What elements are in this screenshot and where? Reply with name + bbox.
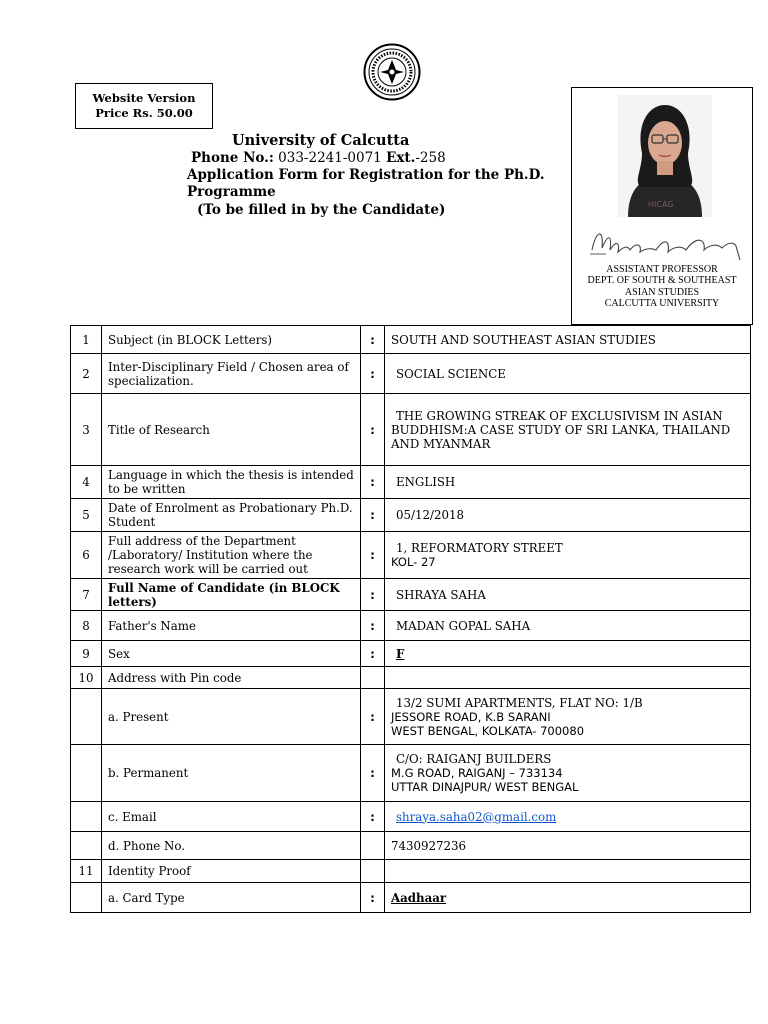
form-row [71,466,751,499]
form-row [71,354,751,394]
form-row [71,860,751,883]
row-label: Date of Enrolment as Probationary Ph.D. Student [102,499,361,532]
attestation-line-3: ASIAN STUDIES [624,286,700,298]
row-colon: : [361,354,385,394]
row-colon: : [361,394,385,466]
form-row [71,802,751,832]
row-label: Identity Proof [102,860,361,883]
filled-note: (To be filled in by the Candidate) [197,202,446,218]
row-value [385,532,751,579]
row-value [385,883,751,913]
value-text: F [396,646,405,661]
row-label: Sex [102,641,361,667]
form-row [71,326,751,354]
ext-value: -258 [415,150,446,166]
form-title-line-2: Programme [187,184,276,200]
row-number: 9 [71,641,102,667]
value-line-1: 1, REFORMATORY STREET [396,541,563,555]
row-value [385,354,751,394]
form-row [71,745,751,802]
row-value [385,579,751,611]
row-colon-empty [361,860,385,883]
row-value [385,689,751,745]
row-number-empty [71,802,102,832]
svg-text:HICAG: HICAG [648,200,674,209]
row-value: THE GROWING STREAK OF EXCLUSIVISM IN ASIAN BUDDHISM:A CASE STUDY OF SRI LANKA, THAILAND AND MYANMAR [385,394,751,466]
row-value: 7430927236 [385,832,751,860]
attestation-line-4: CALCUTTA UNIVERSITY [604,298,720,310]
row-label: Full address of the Department /Laboratory/ Institution where the research work will be carried out [102,532,361,579]
row-label: c. Email [102,802,361,832]
row-value [385,611,751,641]
university-seal-logo [363,43,421,101]
value-line-2: KOL- 27 [391,555,436,569]
row-number: 7 [71,579,102,611]
phone-line [191,150,446,166]
row-colon: : [361,689,385,745]
candidate-photo [618,95,712,217]
row-number: 8 [71,611,102,641]
price-box [75,83,213,129]
row-number: 6 [71,532,102,579]
website-version-text: Website Version [92,91,196,105]
row-label: Inter-Disciplinary Field / Chosen area of specialization. [102,354,361,394]
row-label: a. Card Type [102,883,361,913]
row-label: Father's Name [102,611,361,641]
value-text: ENGLISH [396,475,456,489]
form-row [71,611,751,641]
form-row [71,832,751,860]
value-line-1: C/O: RAIGANJ BUILDERS [396,752,552,766]
row-number: 10 [71,667,102,689]
value-line-1: 13/2 SUMI APARTMENTS, FLAT NO: 1/B [396,695,643,710]
row-colon: : [361,326,385,354]
row-value: SOUTH AND SOUTHEAST ASIAN STUDIES [385,326,751,354]
row-number-empty [71,745,102,802]
form-row [71,394,751,466]
row-label: a. Present [102,689,361,745]
row-label: Address with Pin code [102,667,361,689]
row-number: 3 [71,394,102,466]
attestation-signature [586,220,746,264]
row-colon: : [361,466,385,499]
row-colon: : [361,745,385,802]
row-number: 2 [71,354,102,394]
value-text: SOCIAL SCIENCE [396,366,506,381]
row-colon-empty [361,832,385,860]
row-colon: : [361,532,385,579]
row-colon: : [361,883,385,913]
form-row [71,883,751,913]
value-text: MADAN GOPAL SAHA [396,618,531,633]
row-value [385,802,751,832]
row-number-empty [71,883,102,913]
row-label: Title of Research [102,394,361,466]
form-row [71,499,751,532]
row-value [385,641,751,667]
row-label: d. Phone No. [102,832,361,860]
form-row [71,579,751,611]
value-line-2: JESSORE ROAD, K.B SARANI [391,709,551,724]
row-value [385,466,751,499]
photo-attestation-box [571,87,753,325]
attestation-line-1: ASSISTANT PROFESSOR [606,264,718,275]
row-colon: : [361,499,385,532]
value-text: 05/12/2018 [396,508,464,522]
row-label: Language in which the thesis is intended to be written [102,466,361,499]
attestation-line-2: DEPT. OF SOUTH & SOUTHEAST [587,275,737,287]
row-number: 5 [71,499,102,532]
value-text: Aadhaar [391,890,447,905]
registration-form-table [70,325,751,913]
row-number: 1 [71,326,102,354]
ext-label: Ext. [386,150,416,166]
row-value [385,745,751,802]
row-number-empty [71,689,102,745]
value-line-3: UTTAR DINAJPUR/ WEST BENGAL [391,780,579,794]
form-row [71,667,751,689]
university-name: University of Calcutta [232,132,410,149]
form-title-line-1: Application Form for Registration for the Ph.D. [187,167,545,183]
price-text: Price Rs. 50.00 [95,106,193,120]
form-row [71,689,751,745]
row-number-empty [71,832,102,860]
value-line-3: WEST BENGAL, KOLKATA- 700080 [391,723,585,738]
form-row [71,532,751,579]
row-value [385,499,751,532]
form-title [187,167,547,201]
row-number: 11 [71,860,102,883]
phone-label: Phone No.: [191,150,274,166]
row-colon: : [361,802,385,832]
row-label: Subject (in BLOCK Letters) [102,326,361,354]
row-label: Full Name of Candidate (in BLOCK letters) [102,579,361,611]
row-number: 4 [71,466,102,499]
value-line-2: M.G ROAD, RAIGANJ – 733134 [391,766,563,780]
form-row [71,641,751,667]
row-colon-empty [361,667,385,689]
attestation-text [572,264,752,310]
email-link[interactable]: shraya.saha02@gmail.com [396,809,557,824]
row-colon: : [361,641,385,667]
value-text: SHRAYA SAHA [396,587,486,602]
row-colon: : [361,579,385,611]
row-label: b. Permanent [102,745,361,802]
phone-number: 033-2241-0071 [273,150,387,166]
row-value-empty [385,667,751,689]
row-value-empty [385,860,751,883]
row-colon: : [361,611,385,641]
